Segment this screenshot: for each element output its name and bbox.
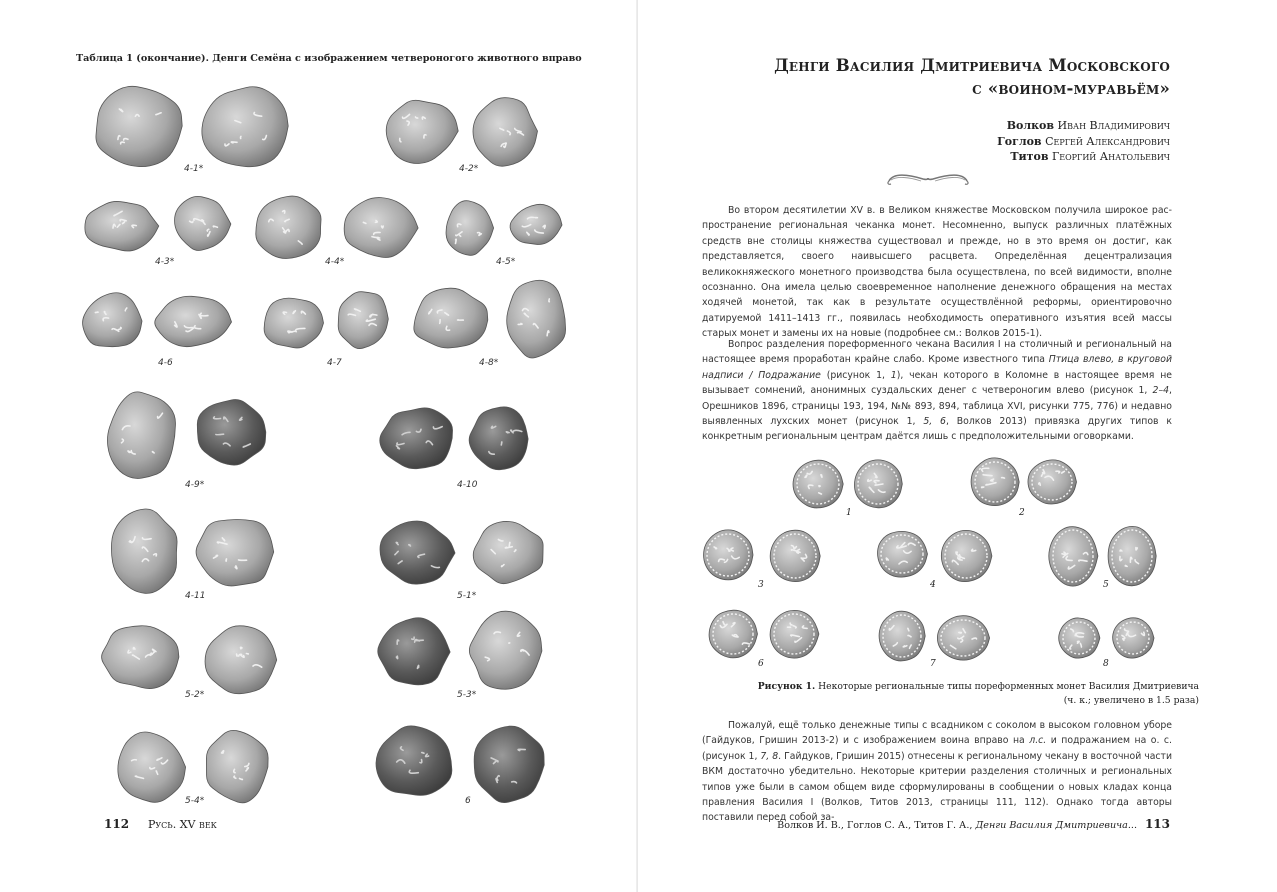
coin-image [934, 613, 992, 663]
coin-image [767, 527, 823, 585]
figure-label: 2 [1019, 508, 1025, 518]
coin-image [248, 192, 328, 262]
coin-image [469, 518, 549, 588]
coin-label: 5-3* [457, 690, 477, 700]
coin-label: 4-11 [185, 591, 206, 601]
coin-label: 4-7 [327, 358, 342, 368]
figure-label: 8 [1103, 659, 1109, 669]
coin-image [376, 403, 460, 473]
article-title-line-1: Денги Василия Дмитриевича Московского [774, 56, 1170, 75]
coin-label: 6 [465, 796, 471, 806]
coin-image [407, 285, 493, 355]
coin-image [170, 192, 234, 256]
coin-image [465, 403, 535, 475]
coin-image [370, 720, 460, 802]
coin-image [767, 607, 821, 661]
coin-label: 4-1* [184, 164, 204, 174]
coin-image [1105, 523, 1159, 589]
article-title-line-2: с «воином-муравьём» [972, 79, 1170, 98]
coin-image [332, 285, 394, 353]
coin-label: 4-5* [496, 257, 516, 267]
author: Титов Георгий Анатольевич [1010, 150, 1170, 163]
coin-image [199, 622, 281, 698]
running-head-right: Волков И. В., Гоглов С. А., Титов Г. А., Денги Василия Дмитриевича... [777, 820, 1137, 831]
coin-image [375, 518, 459, 588]
coin-image [200, 726, 274, 808]
coin-image [150, 292, 234, 352]
page-number-right: 113 [1144, 817, 1170, 831]
coin-image [500, 275, 572, 363]
coin-image [80, 197, 162, 255]
coin-image [706, 607, 760, 661]
coin-image [379, 95, 461, 167]
coin-label: 4-6 [158, 358, 173, 368]
coin-image [191, 512, 281, 592]
coin-image [102, 386, 182, 486]
article-title [774, 54, 1170, 100]
figure-label: 3 [758, 580, 764, 590]
right-page [638, 0, 1277, 892]
coin-image [467, 722, 551, 808]
coin-label: 4-9* [185, 480, 205, 490]
coin-image [1025, 457, 1079, 507]
coin-image [1046, 523, 1100, 589]
coin-image [95, 621, 187, 693]
figure-label: 7 [930, 659, 936, 669]
coin-image [700, 527, 756, 583]
running-head-left: Русь. XV век [148, 818, 217, 831]
coin-image [258, 294, 328, 352]
figure-label: 4 [930, 580, 936, 590]
flourish-ornament-icon [883, 170, 973, 186]
coin-image [196, 80, 296, 172]
coin-image [876, 608, 928, 664]
coin-label: 4-8* [479, 358, 499, 368]
coin-image [851, 457, 905, 511]
coin-image [442, 197, 496, 259]
coin-image [790, 457, 846, 511]
coin-image [110, 727, 190, 807]
table-title: Таблица 1 (окончание). Денги Семёна с изображением четвероногого животного вправо [76, 53, 582, 64]
coin-image [1110, 615, 1156, 661]
coin-image [874, 528, 930, 580]
coin-image [938, 527, 994, 585]
coin-image [88, 80, 188, 172]
coin-image [373, 612, 453, 692]
figure-caption: Рисунок 1. Некоторые региональные типы пореформенных монет Василия Дмитриевича (ч. к.; увеличено в 1.5 раза) [757, 681, 1199, 706]
author: Волков Иван Владимирович [1006, 119, 1170, 132]
figure-label: 5 [1103, 580, 1109, 590]
coin-label: 4-3* [155, 257, 175, 267]
coin-image [507, 201, 565, 249]
coin-image [1056, 615, 1102, 661]
page-number-left: 112 [104, 817, 130, 831]
coin-label: 4-10 [457, 480, 478, 490]
coin-image [465, 607, 547, 695]
figure-label: 6 [758, 659, 764, 669]
coin-image [468, 92, 540, 170]
paragraph-3: Пожалуй, ещё только денежные типы с всадником с соколом в высоком головном уборе (Гайдуков, Гришин 2013-2) и с изображением воина вправо на л.с. и подражанием на о. с. (рисунок 1, 7, 8. Гайдуков, Гришин 2015) отнесены к региональному чекану в восточной части ВКМ достаточно убедительно. Некоторые критерии разделения столичных и региональных типов уже были в самом общем виде сформулированы в сообщении о новых кладах конца правления Василия I (Волков, Титов 2013, страницы 111, 112). Однако тогда авторы поставили перед собой за- [702, 720, 1172, 824]
author-list [997, 118, 1170, 165]
coin-image [968, 455, 1022, 509]
coin-image [190, 393, 272, 471]
author: Гоглов Сергей Александрович [997, 134, 1170, 148]
paragraph-2: Вопрос разделения пореформенного чекана Василия I на столичный и региональный на настоящее время проработан крайне слабо. Кроме известного типа Птица влево, в круговой надписи / Подражание (рисунок 1, 1), чекан которого в Коломне в настоящее время не вызывает сомнений, анонимных суздальских денег с четвероногим влево (рисунок 1, 2–4, Орешников 1896, страницы 193, 194, №№ 893, 894, таблица XVI, рисунки 775, 776) и недавно выявленных лухских монет (рисунок 1, 5, 6, Волков 2013) привязка других типов к конкретным региональным центрам даётся лишь с предположительными оговорками. [702, 339, 1172, 443]
figure-label: 1 [846, 508, 852, 518]
coin-label: 4-2* [459, 164, 479, 174]
left-page [0, 0, 638, 892]
coin-label: 5-1* [457, 591, 477, 601]
coin-image [106, 505, 184, 601]
coin-label: 5-2* [185, 690, 205, 700]
coin-image [340, 194, 422, 262]
coin-image [78, 288, 146, 354]
coin-label: 4-4* [325, 257, 345, 267]
paragraph-1: Во втором десятилетии XV в. в Великом княжестве Московском получила широкое распространение региональная чеканка монет. Несомненно, выпуск различных платёжных средств вне столицы княжества существовал и прежде, но в это время он достиг, как представляется, своего наивысшего расцвета. Определённая децентрализация великокняжеского монетного производства была осуществлена, по всей видимости, вполне осознанно. Она имела целью своевременное наполнение денежного обращения на местах ходячей монетой, так как в результате осуществлённой реформы, ориентировочно датируемой 1411–1413 гг., появилась необходимость оперативного изъятия всей массы старых монет и замены их на новые (подробнее см.: Волков 2015-1). [702, 205, 1172, 340]
coin-label: 5-4* [185, 796, 205, 806]
